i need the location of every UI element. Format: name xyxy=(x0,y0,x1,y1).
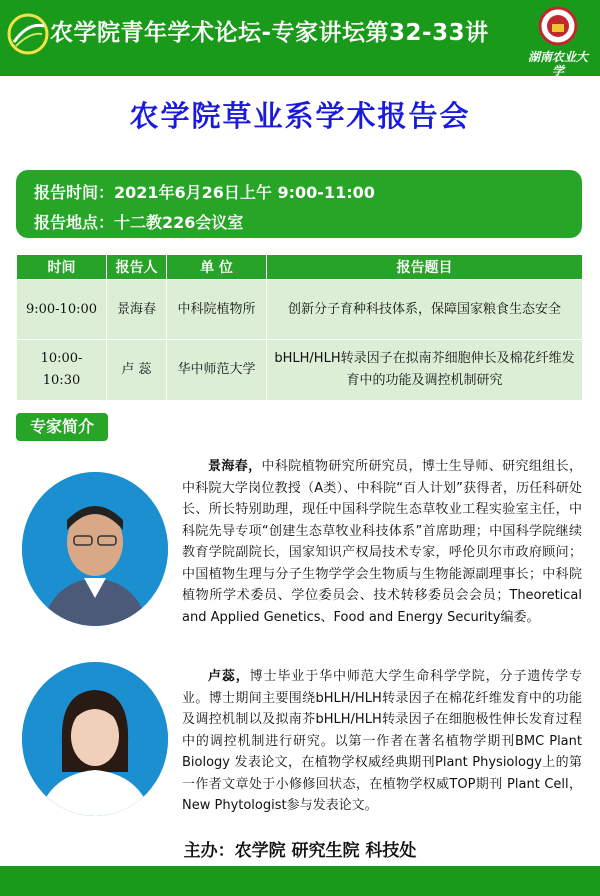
expert-photo-lu xyxy=(22,662,168,816)
col-header-topic: 报告题目 xyxy=(267,255,583,280)
expert-bio-text: 博士毕业于华中师范大学生命科学学院，分子遗传学专业。博士期间主要围绕bHLH/HLH转录因子在棉花纤维发育中的功能及调控机制以及拟南芥bHLH/HLH转录因子在细胞极性伸长发育过程中的调控机制进行研究。以第一作者在著名植物学期刊BMC Plant Biology 发表论文，在植物学权威经典期刊Plant Physiology上的第一作者文章处于小修修回状态，在植物学权威TOP期刊 Plant Cell，New Phytologist参与发表论文。 xyxy=(182,669,582,813)
expert-name: 卢蕊， xyxy=(208,669,250,684)
person-photo-icon xyxy=(22,472,168,626)
cell-time: 10:00-10:30 xyxy=(17,340,107,401)
cell-speaker: 卢 蕊 xyxy=(107,340,167,401)
person-photo-icon xyxy=(22,662,168,816)
cell-time: 9:00-10:00 xyxy=(17,280,107,340)
expert-bio-text: 中科院植物研究所研究员，博士生导师、研究组组长，中科院大学岗位教授（A类）、中科院“百人计划”获得者，历任科研处长、所长特别助理，现任中国科学院生态草牧业工程实验室主任，中科院先导专项“创建生态草牧业科技体系”首席助理；中国科学院继续教育学院副院长，国家知识产权局技术专家，呼伦贝尔市政府顾问；中国植物生理与分子生物学学会生物质与生物能源副理事长；中科院植物所学术委员、学位委员会、技术转移委员会会员；Theoretical and Applied Genetics、Food and Energy Security编委。 xyxy=(182,459,582,625)
schedule-table xyxy=(16,254,583,401)
info-box xyxy=(16,170,582,238)
table-row xyxy=(17,340,583,401)
header-banner xyxy=(0,0,600,90)
table-row xyxy=(17,280,583,340)
section-label-experts: 专家简介 xyxy=(16,413,108,441)
col-header-speaker: 报告人 xyxy=(107,255,167,280)
cell-org: 中科院植物所 xyxy=(167,280,267,340)
report-time: 报告时间：2021年6月26日上午 9:00-11:00 xyxy=(34,183,375,202)
col-header-time: 时间 xyxy=(17,255,107,280)
organizer-line: 主办：农学院 研究生院 科技处 xyxy=(183,841,417,861)
university-seal-icon xyxy=(538,6,578,46)
cell-topic: 创新分子育种科技体系，保障国家粮食生态安全 xyxy=(267,280,583,340)
wreath-logo-icon xyxy=(6,12,50,56)
expert-photo-jing xyxy=(22,472,168,626)
university-name-cn: 湖南农业大学 xyxy=(527,50,588,78)
col-header-org: 单 位 xyxy=(167,255,267,280)
footer-bar xyxy=(0,866,600,896)
table-header-row xyxy=(17,255,583,280)
university-name-en: HUNAN AGRICULTURAL UNIVERSITY xyxy=(529,78,587,90)
expert-bio-jing xyxy=(182,456,582,628)
cell-org: 华中师范大学 xyxy=(167,340,267,401)
expert-name: 景海春， xyxy=(208,459,262,474)
page-title: 农学院草业系学术报告会 xyxy=(129,99,471,133)
banner-title: 农学院青年学术论坛-专家讲坛第32-33讲 xyxy=(50,20,489,46)
report-place: 报告地点：十二教226会议室 xyxy=(34,213,244,232)
university-logo xyxy=(526,6,590,90)
cell-speaker: 景海春 xyxy=(107,280,167,340)
cell-topic: bHLH/HLH转录因子在拟南芥细胞伸长及棉花纤维发育中的功能及调控机制研究 xyxy=(267,340,583,401)
expert-bio-lu xyxy=(182,666,582,817)
